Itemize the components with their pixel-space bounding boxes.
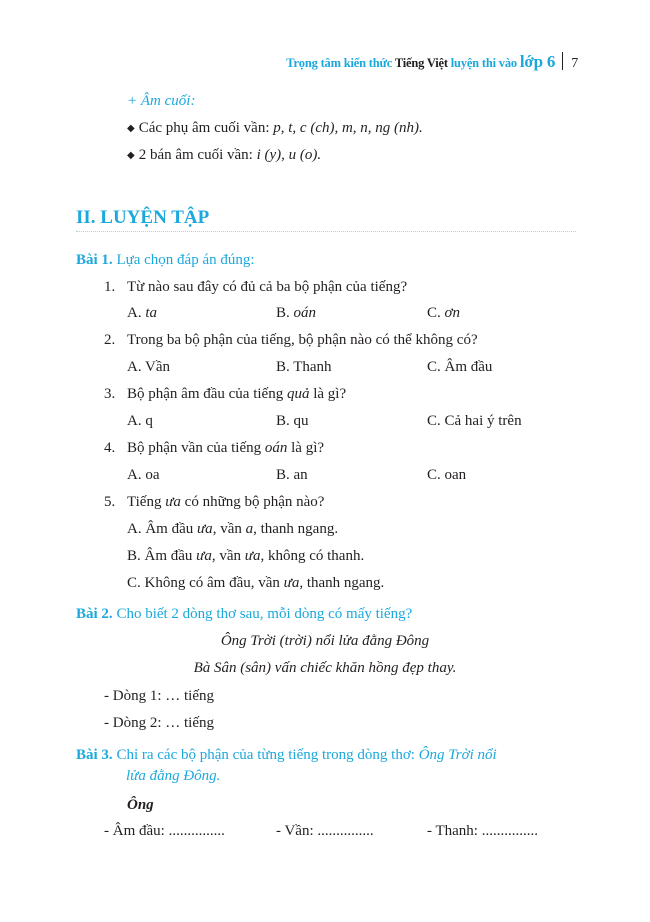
- opt-word: ưa: [283, 575, 300, 591]
- opt-text: , vần: [211, 548, 245, 564]
- q1-number: 1.: [104, 279, 116, 295]
- option-word: oán: [293, 305, 317, 321]
- q5-text: [127, 494, 324, 511]
- q2-text: Trong ba bộ phận của tiếng, bộ phận nào có thể không có?: [127, 332, 478, 348]
- bai3-heading: [76, 747, 497, 764]
- q5-text-post: có những bộ phận nào?: [180, 494, 325, 510]
- bai2-label: Bài 2.: [76, 606, 113, 622]
- opt-text: B. Âm đầu: [127, 548, 197, 564]
- q3-text: [127, 386, 346, 403]
- bullet-phu-am: [127, 120, 423, 137]
- field-van: - Vần: ...............: [276, 823, 374, 839]
- option-letter: C.: [427, 305, 445, 321]
- q1-option-a: [127, 305, 157, 322]
- bullet-text: Các phụ âm cuối vần:: [138, 120, 274, 136]
- opt-text: C. Không có âm đầu, vần: [127, 575, 284, 591]
- bai2-answer-line-1: - Dòng 1: … tiếng: [104, 688, 214, 704]
- q2-option-c: C. Âm đầu: [427, 359, 493, 375]
- bai3-label: Bài 3.: [76, 747, 113, 763]
- q5-option-a: [127, 521, 338, 538]
- opt-word: ưa: [244, 548, 261, 564]
- q4-text-pre: Bộ phận vần của tiếng: [127, 440, 265, 456]
- page-number: 7: [571, 56, 578, 71]
- q5-number: 5.: [104, 494, 116, 510]
- q1-text: Từ nào sau đây có đủ cả ba bộ phận của tiếng?: [127, 279, 408, 295]
- bai3-prompt-verse-2: lửa đằng Đông.: [126, 768, 221, 784]
- bai1-label: Bài 1.: [76, 252, 113, 268]
- field-am-dau: - Âm đầu: ...............: [104, 823, 225, 839]
- option-letter: A.: [127, 305, 146, 321]
- q3-option-b: B. qu: [276, 413, 309, 429]
- q4-text: [127, 440, 324, 457]
- q5-option-b: [127, 548, 364, 565]
- q1-option-c: [427, 305, 460, 322]
- header-text-2: Tiếng Việt: [394, 56, 448, 70]
- bullet-text: 2 bán âm cuối vần:: [138, 147, 257, 163]
- q4-text-word: oán: [264, 440, 288, 456]
- poem-line-1: Ông Trời (trời) nổi lửa đằng Đông: [220, 633, 430, 649]
- header-text-1: Trọng tâm kiến thức: [286, 56, 395, 70]
- q3-number: 3.: [104, 386, 116, 402]
- q2-option-b: B. Thanh: [276, 359, 332, 375]
- q3-option-a: A. q: [127, 413, 153, 429]
- poem-line-2: Bà Sân (sân) vấn chiếc khăn hồng đẹp thay.: [193, 660, 457, 676]
- opt-word: ưa: [196, 548, 212, 564]
- opt-text: , thanh ngang.: [253, 521, 339, 537]
- q4-text-post: là gì?: [287, 440, 325, 456]
- q5-option-c: [127, 575, 384, 592]
- option-word: ta: [145, 305, 158, 321]
- bai1-prompt: Lựa chọn đáp án đúng:: [112, 252, 255, 268]
- opt-text: , không có thanh.: [260, 548, 365, 564]
- bullet-ban-am: [127, 147, 321, 164]
- option-word: ơn: [444, 305, 461, 321]
- bai1-heading: [76, 252, 255, 269]
- subheading-am-cuoi: + Âm cuối:: [127, 93, 196, 109]
- header-text-3: luyện thi vào: [447, 56, 520, 70]
- q3-text-word: quả: [286, 386, 310, 402]
- opt-word: a: [245, 521, 254, 537]
- q4-option-c: C. oan: [427, 467, 467, 483]
- option-letter: B.: [276, 305, 294, 321]
- header-grade: lớp 6: [519, 52, 556, 71]
- opt-text: , thanh ngang.: [299, 575, 385, 591]
- q3-text-post: là gì?: [309, 386, 347, 402]
- q1-option-b: [276, 305, 316, 322]
- q3-text-pre: Bộ phận âm đầu của tiếng: [127, 386, 287, 402]
- q4-number: 4.: [104, 440, 116, 456]
- bai2-answer-line-2: - Dòng 2: … tiếng: [104, 715, 214, 731]
- q2-number: 2.: [104, 332, 116, 348]
- bai2-prompt: Cho biết 2 dòng thơ sau, mỗi dòng có mấy tiếng?: [112, 606, 413, 622]
- bullet-italic: p, t, c (ch), m, n, ng (nh).: [273, 120, 423, 136]
- diamond-bullet-icon: ◆: [127, 123, 135, 134]
- diamond-bullet-icon: ◆: [127, 150, 135, 161]
- bai3-word: Ông: [127, 797, 154, 813]
- header-divider: [562, 52, 563, 70]
- q3-option-c: C. Cả hai ý trên: [427, 413, 522, 429]
- bai3-prompt: Chỉ ra các bộ phận của từng tiếng trong dòng thơ:: [112, 747, 419, 763]
- section-title: II. LUYỆN TẬP: [76, 207, 210, 228]
- q4-option-b: B. an: [276, 467, 308, 483]
- bullet-italic: i (y), u (o).: [256, 147, 322, 163]
- running-header: [286, 52, 578, 72]
- q2-option-a: A. Vần: [127, 359, 171, 375]
- bai2-heading: [76, 606, 412, 623]
- opt-word: ưa: [197, 521, 213, 537]
- q4-option-a: A. oa: [127, 467, 160, 483]
- opt-text: A. Âm đầu: [127, 521, 197, 537]
- q5-text-pre: Tiếng: [127, 494, 166, 510]
- q5-text-word: ưa: [165, 494, 181, 510]
- section-underline: [76, 231, 576, 232]
- bai3-prompt-verse-1: Ông Trời nổi: [418, 747, 497, 763]
- field-thanh: - Thanh: ...............: [427, 823, 538, 839]
- opt-text: , vần: [212, 521, 246, 537]
